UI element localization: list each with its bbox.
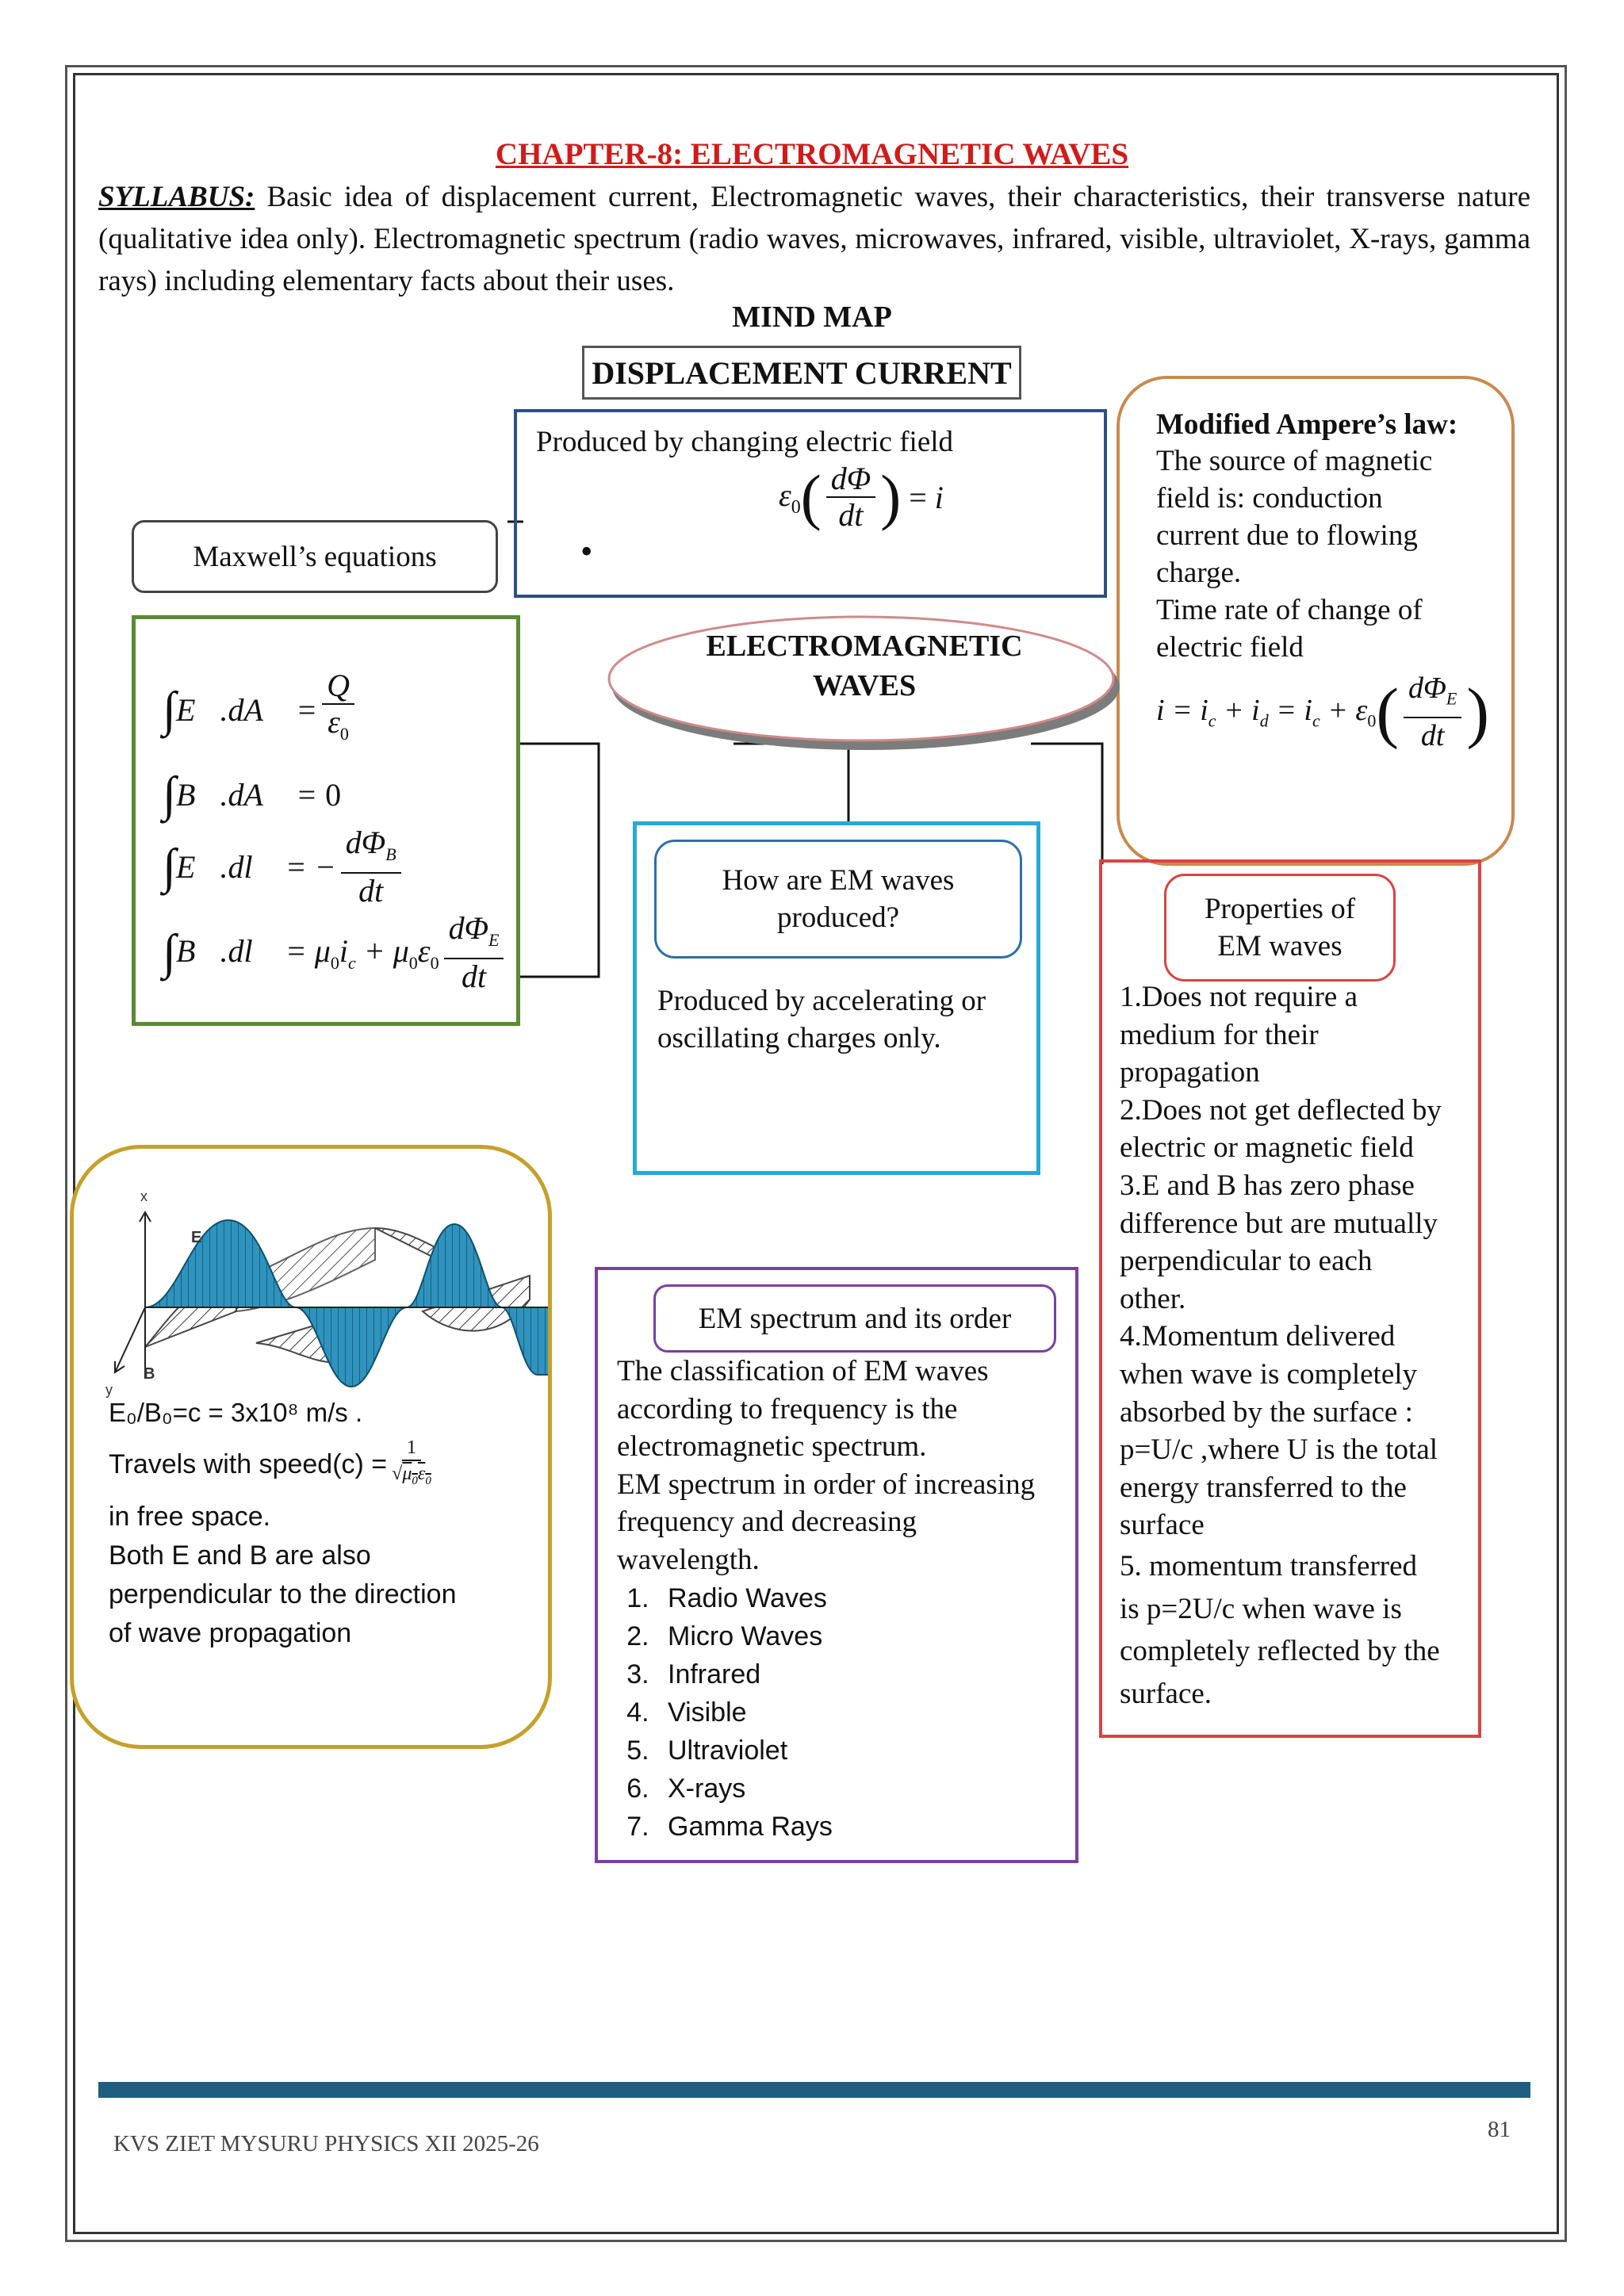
e-field-label: E — [191, 1229, 202, 1246]
spectrum-item: 4. Visible — [657, 1693, 1072, 1732]
spectrum-list-wrap — [565, 1576, 1072, 1846]
property-line: 4.Momentum delivered — [1120, 1320, 1396, 1353]
displacement-current-title-box — [582, 346, 1021, 400]
property-line: 3.E and B has zero phase — [1120, 1169, 1415, 1202]
spectrum-line: according to frequency is the — [617, 1392, 958, 1425]
properties-box — [1099, 859, 1481, 1738]
property-line: perpendicular to each — [1120, 1245, 1373, 1278]
center-topic — [626, 626, 1102, 706]
property-line: medium for their — [1120, 1018, 1319, 1051]
center-topic-line: WAVES — [812, 669, 917, 702]
property-line: electric or magnetic field — [1120, 1131, 1414, 1165]
ampere-line: The source of magnetic — [1156, 445, 1433, 477]
wave-notes — [109, 1498, 457, 1653]
chapter-title: CHAPTER-8: ELECTROMAGNETIC WAVES — [495, 137, 1129, 171]
wave-diagram-box — [70, 1145, 552, 1749]
syllabus-label: SYLLABUS: — [98, 181, 255, 213]
properties-title-line: EM waves — [1217, 930, 1342, 962]
displacement-bullet: • — [580, 532, 593, 571]
ampere-equation: $i = i_c + i_d = i_c + \varepsilon_0$ ( $\frac{d\Phi_E}{dt}$ ) — [1156, 672, 1489, 752]
spectrum-line: The classification of EM waves — [617, 1355, 989, 1387]
production-answer-line: oscillating charges only. — [657, 1022, 941, 1054]
ampere-line: current due to flowing — [1156, 519, 1418, 552]
property-line: surface — [1120, 1509, 1205, 1542]
spectrum-line: frequency and decreasing — [617, 1506, 917, 1538]
ampere-line: electric field — [1156, 631, 1304, 664]
displacement-equation: $\varepsilon_0$ ( $\frac{d\Phi}{dt}$ ) = i — [779, 461, 944, 533]
spectrum-line: EM spectrum in order of increasing — [617, 1468, 1036, 1501]
property-line: when wave is completely — [1120, 1357, 1418, 1391]
ampere-line: Time rate of change of — [1156, 594, 1423, 626]
properties-list — [1120, 978, 1442, 1712]
gauss-law-electric: ∫ E⃗.dA⃗ = $\frac{Q}{\varepsilon_0}$ — [163, 668, 359, 752]
ampere-law-title: Modified Ampere’s law: — [1156, 408, 1458, 441]
properties-title-line: Properties of — [1204, 893, 1356, 925]
gauss-law-magnetic: ∫ B⃗.dA⃗ = 0 — [163, 767, 342, 821]
spectrum-list — [565, 1579, 1072, 1846]
wave-note-line: perpendicular to the direction — [109, 1579, 457, 1609]
wave-note-line: of wave propagation — [109, 1618, 352, 1648]
ampere-law-lines — [1156, 442, 1432, 666]
wave-note-line: Both E and B are also — [109, 1540, 371, 1571]
ampere-law-box — [1116, 376, 1515, 866]
spectrum-title-box — [653, 1284, 1056, 1353]
spectrum-item: 2. Micro Waves — [657, 1617, 1072, 1655]
spectrum-item: 3. Infrared — [657, 1655, 1072, 1693]
spectrum-line: electromagnetic spectrum. — [617, 1430, 927, 1463]
production-question-box — [654, 840, 1022, 959]
production-box — [633, 821, 1040, 1175]
maxwell-label: Maxwell’s equations — [193, 540, 437, 573]
property-line: propagation — [1120, 1056, 1260, 1089]
property-line: p=U/c ,where U is the total — [1120, 1433, 1438, 1467]
ampere-line: charge. — [1156, 557, 1242, 589]
displacement-current-title: DISPLACEMENT CURRENT — [592, 354, 1012, 391]
property-line: difference but are mutually — [1120, 1207, 1438, 1240]
footer-bar — [98, 2082, 1530, 2098]
property-line: 1.Does not require a — [1120, 981, 1358, 1013]
speed-text: Travels with speed(c) = — [109, 1448, 388, 1479]
wave-diagram — [74, 1149, 552, 1410]
center-topic-line: ELECTROMAGNETIC — [706, 629, 1023, 663]
spectrum-item: 7. Gamma Rays — [657, 1808, 1072, 1846]
spectrum-box — [595, 1267, 1078, 1863]
spectrum-title: EM spectrum and its order — [698, 1302, 1012, 1335]
field-ratio: E₀/B₀=c = 3x10⁸ m/s . — [109, 1398, 363, 1427]
speed-row — [109, 1436, 436, 1494]
mind-map-heading: MIND MAP — [732, 300, 892, 334]
property-line: absorbed by the surface : — [1120, 1395, 1413, 1429]
spectrum-item: 1. Radio Waves — [657, 1579, 1072, 1617]
connector-properties — [1031, 744, 1102, 864]
spectrum-description — [617, 1353, 1035, 1578]
connector-maxwell — [519, 744, 599, 977]
production-answer — [657, 982, 986, 1057]
property-line: other. — [1120, 1282, 1186, 1315]
property-line: 5. momentum transferred — [1120, 1549, 1418, 1582]
production-answer-line: Produced by accelerating or — [657, 985, 986, 1017]
ampere-line: field is: conduction — [1156, 482, 1383, 515]
displacement-desc: Produced by changing electric field — [536, 426, 954, 458]
maxwell-label-box — [132, 520, 498, 593]
property-line: is p=2U/c when wave is — [1120, 1592, 1402, 1625]
axis-y-label: y — [105, 1382, 113, 1398]
properties-title-box — [1164, 874, 1396, 982]
footer-text: KVS ZIET MYSURU PHYSICS XII 2025-26 — [113, 2131, 539, 2156]
property-line: 2.Does not get deflected by — [1120, 1093, 1442, 1127]
spectrum-line: wavelength. — [617, 1543, 760, 1576]
syllabus-text: Basic idea of displacement current, Electromagnetic waves, their characteristics, their transverse nature (qualitative idea only). Electromagnetic spectrum (radio waves, microwaves, infrared, visible, ultraviolet, X-rays, gamma rays) including elementary facts about their uses. — [98, 181, 1530, 297]
displacement-current-box — [514, 409, 1107, 598]
production-question-line: How are EM waves — [722, 864, 955, 897]
property-line: completely reflected by the — [1120, 1635, 1440, 1668]
property-line: energy transferred to the — [1120, 1471, 1407, 1504]
ampere-maxwell-law: ∫ B⃗.dl⃗ = $\mu_0i_c + \mu_0\varepsilon_0$ $\frac{d\Phi_E}{dt}$ — [163, 911, 508, 994]
spectrum-item: 5. Ultraviolet — [657, 1732, 1072, 1770]
axis-x-label: x — [140, 1188, 147, 1204]
speed-formula: $\frac{1}{√\mu_0\varepsilon_0}$ — [392, 1437, 431, 1487]
faraday-law: ∫ E⃗.dl⃗ = − $\frac{d\Phi_B}{dt}$ — [163, 825, 406, 909]
spectrum-item: 6. X-rays — [657, 1770, 1072, 1808]
maxwell-equations-box — [132, 615, 520, 1026]
wave-note-line: in free space. — [109, 1502, 271, 1532]
b-field-label: B — [144, 1365, 155, 1383]
production-question-line: produced? — [776, 901, 900, 934]
page-number: 81 — [1488, 2117, 1511, 2142]
property-line: surface. — [1120, 1677, 1212, 1710]
